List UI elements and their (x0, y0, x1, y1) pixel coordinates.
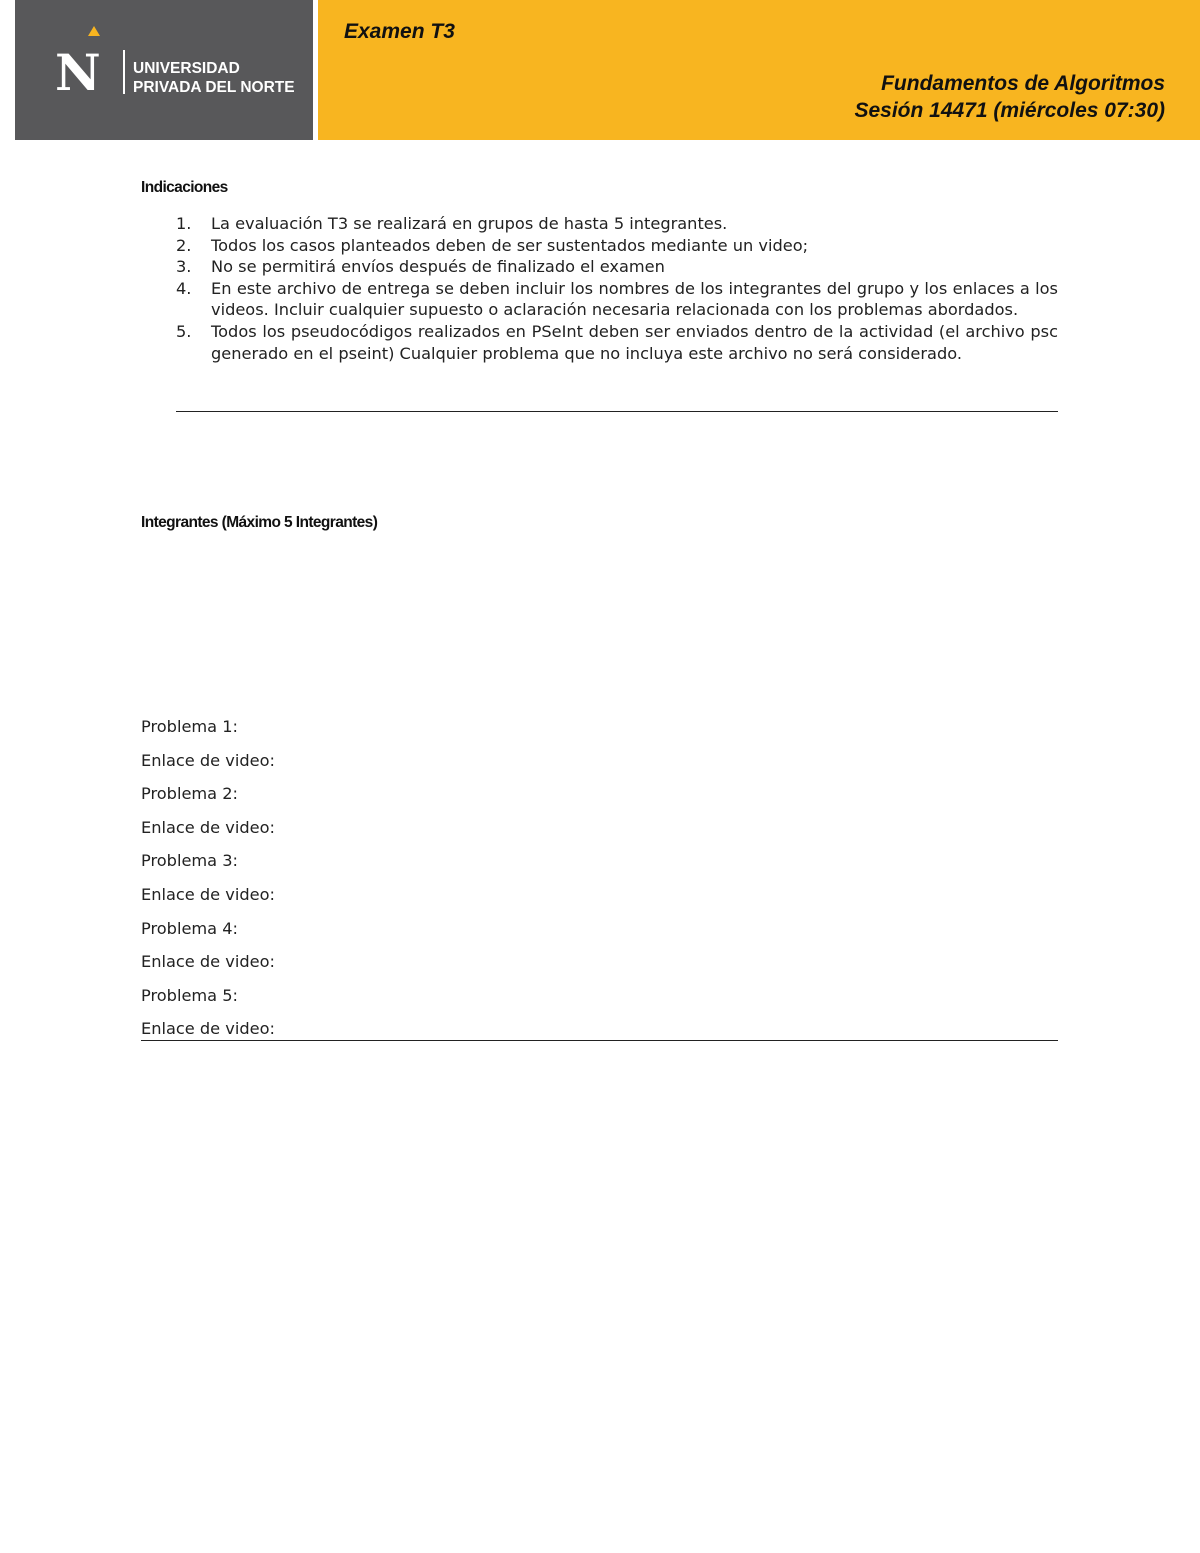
field-problema-1: Problema 1: (141, 717, 238, 736)
field-problema-3: Problema 3: (141, 851, 238, 871)
instruction-number: 2. (176, 235, 192, 255)
instruction-item (176, 235, 1058, 257)
header-logo-panel (15, 0, 313, 140)
field-enlace-video-3: Enlace de video: (141, 884, 275, 904)
instruction-text: La evaluación T3 se realizará en grupos de hasta 5 integrantes. (211, 214, 728, 233)
instructions-list (176, 213, 1058, 364)
course-name: Fundamentos de Algoritmos (881, 72, 1165, 95)
instruction-number: 3. (176, 257, 192, 277)
instruction-text: Todos los casos planteados deben de ser sustentados mediante un video; (211, 235, 809, 255)
field-enlace-video-5: Enlace de video: (141, 1019, 275, 1039)
field-enlace-video-2: Enlace de video: (141, 817, 275, 837)
field-problema-4: Problema 4: (141, 918, 238, 938)
instruction-item (176, 213, 1058, 235)
instruction-text: En este archivo de entrega se deben incluir los nombres de los integrantes del grupo y los enlaces a los videos. Incluir cualquier supuesto o aclaración necesaria relacionada con los problemas abordados. (211, 278, 1058, 320)
instruction-number: 1. (176, 214, 192, 233)
university-logo (55, 24, 315, 104)
logo-line-2: PRIVADA DEL NORTE (133, 79, 295, 96)
fields-divider (141, 1040, 1058, 1041)
instruction-text: No se permitirá envíos después de finalizado el examen (211, 257, 665, 277)
course-info (854, 70, 1165, 124)
field-problema-5: Problema 5: (141, 985, 238, 1005)
submission-fields (141, 715, 1058, 1051)
instruction-item (176, 321, 1058, 364)
instruction-item (176, 256, 1058, 278)
instruction-text: Todos los pseudocódigos realizados en PSeInt deben ser enviados dentro de la actividad (el archivo psc generado en el pseint) Cualquier problema que no incluya este archivo no será considerado. (211, 321, 1058, 363)
field-enlace-video-4: Enlace de video: (141, 952, 275, 972)
instructions-divider (176, 411, 1058, 412)
indicaciones-heading: Indicaciones (141, 179, 228, 196)
logo-n-mark: N (55, 43, 101, 102)
instruction-number: 5. (176, 321, 192, 341)
logo-wordmark (133, 59, 295, 97)
logo-separator (123, 50, 125, 94)
logo-accent-triangle (88, 26, 100, 36)
integrantes-heading: Integrantes (Máximo 5 Integrantes) (141, 514, 378, 531)
instruction-number: 4. (176, 278, 192, 298)
exam-title: Examen T3 (344, 20, 455, 43)
field-problema-2: Problema 2: (141, 784, 238, 804)
field-enlace-video-1: Enlace de video: (141, 750, 275, 770)
instruction-item (176, 278, 1058, 321)
session-info: Sesión 14471 (miércoles 07:30) (854, 99, 1165, 122)
logo-line-1: UNIVERSIDAD (133, 60, 240, 77)
